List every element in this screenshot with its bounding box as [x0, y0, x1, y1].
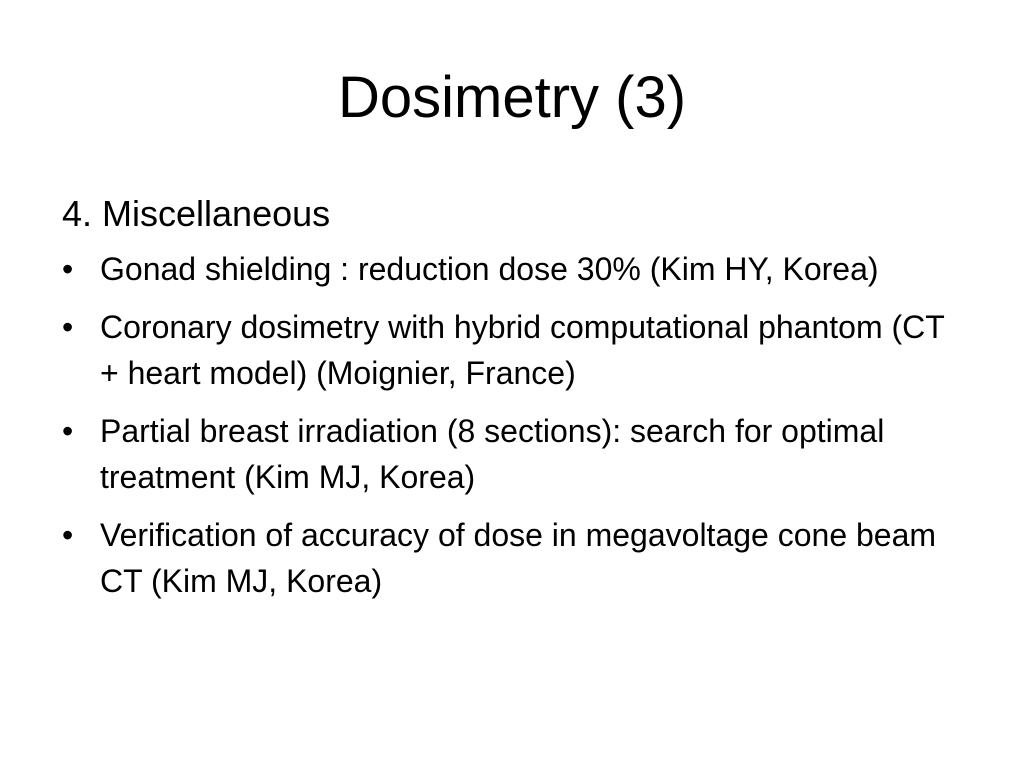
bullet-text: Coronary dosimetry with hybrid computational phantom (CT + heart model) (Moignier, France): [100, 309, 945, 391]
section-heading: 4. Miscellaneous: [62, 193, 331, 234]
bullet-item-gonad-shielding: [62, 246, 962, 292]
bullet-item-coronary-dosimetry: [62, 304, 962, 396]
bullet-text: Gonad shielding : reduction dose 30% (Kim HY, Korea): [100, 251, 879, 287]
bullet-icon: •: [62, 517, 74, 553]
bullet-icon: •: [62, 251, 74, 287]
bullet-list: [62, 246, 962, 604]
bullet-text: Partial breast irradiation (8 sections): search for optimal treatment (Kim MJ, Korea): [100, 413, 885, 495]
bullet-item-partial-breast-irradiation: [62, 408, 962, 500]
slide-body: [62, 188, 962, 616]
bullet-item-verification-accuracy: [62, 512, 962, 604]
bullet-icon: •: [62, 309, 74, 345]
bullet-text: Verification of accuracy of dose in megavoltage cone beam CT (Kim MJ, Korea): [100, 517, 937, 599]
bullet-icon: •: [62, 413, 74, 449]
slide-title: Dosimetry (3): [337, 65, 687, 130]
